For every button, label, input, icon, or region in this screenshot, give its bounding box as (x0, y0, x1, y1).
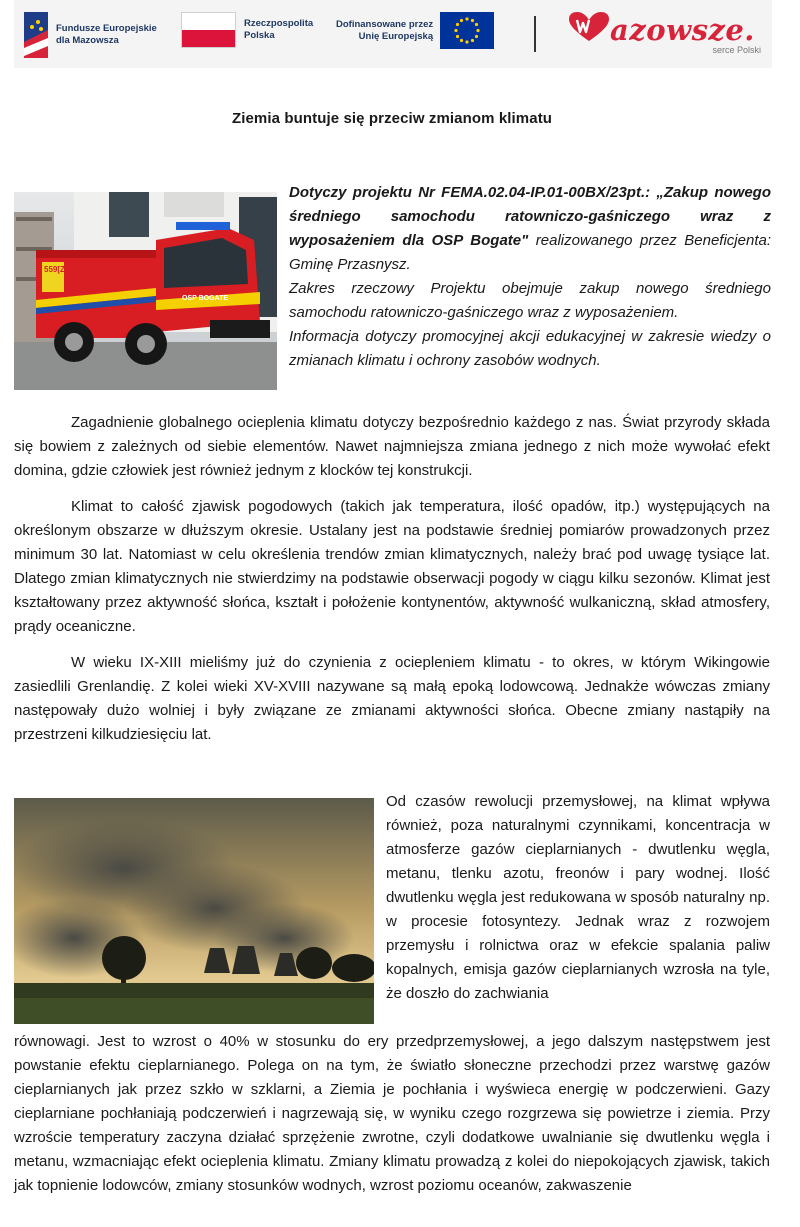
polish-flag-icon (181, 12, 236, 48)
greenhouse-intro-text (386, 790, 770, 1006)
mazowsze-tagline: serce Polski (712, 45, 761, 55)
power-plant-smoke-photo (14, 798, 374, 1024)
greenhouse-intro-paragraph: Od czasów rewolucji przemysłowej, na klimat wpływa również, poza naturalnymi czynnikami, koncentracja w atmosferze gazów cieplarnianych - dwutlenku węgla, metanu, tlenku azotu, freonów i pary wodnej. Ilość dwutlenku węgla jest redukowana w sposób naturalny np. w procesie fotosyntezy. Jednak wraz z rozwojem przemysłu i rolnictwa oraz w efekcie spalania paliw kopalnych, emisja gazów cieplarnianych wzrosła na tyle, że doszło do zachwiania (386, 793, 770, 1002)
project-scope: Zakres rzeczowy Projektu obejmuje zakup nowego średniego samochodu ratowniczo-gaśniczego wraz z wyposażeniem. (289, 280, 771, 321)
project-reference (289, 181, 771, 277)
mazowsze-wordmark: azowsze. (610, 13, 755, 47)
truck-number-label: 559[Z] (44, 265, 68, 274)
fe-line2: dla Mazowsza (56, 35, 119, 46)
project-reference-rest: realizowanego przez Beneficjenta: Gminę Przasnysz. (289, 232, 771, 273)
fire-truck-photo (14, 192, 277, 390)
funding-logos-strip (14, 0, 772, 68)
project-info-note: Informacja dotyczy promocyjnej akcji edukacyjnej w zakresie wiedzy o zmianach klimatu i ochrony zasobów wodnych. (289, 328, 771, 369)
project-reference-bold: Dotyczy projektu Nr FEMA.02.04-IP.01-00BX/23pt.: „Zakup nowego średniego samochodu ratowniczo-gaśniczego wraz z wyposażeniem dla OSP Bogate" (289, 184, 771, 249)
pl-line2: Polska (244, 30, 275, 41)
unia-europejska-logo (336, 12, 494, 49)
truck-osp-label: OSP BOGATE (182, 295, 229, 302)
page-title: Ziemia buntuje się przeciw zmianom klimatu (231, 110, 553, 127)
greenhouse-continuation (14, 1030, 770, 1198)
logo-divider (534, 16, 536, 52)
greenhouse-continuation-paragraph: równowagi. Jest to wzrost o 40% w stosunku do ery przedprzemysłowej, a jego dalszym następstwem jest powstanie efektu cieplarnianego. Polega on na tym, że światło słoneczne przechodzi przez warstwę gazów cieplarnianych jak przez szkło w szklarni, a Ziemia je pochłania i wyświeca energię w podczerwieni. Gazy cieplarniane pochłaniają podczerwień i nagrzewają się, w wyniku czego rozgrzewa się powietrze i ziemia. Przy wzroście temperatury zaczyna działać sprzężenie zwrotne, czyli dodatkowe uwalnianie się dwutlenku węgla i metanu, wzmacniając efekt ocieplenia klimatu. Zmiany klimatu prowadzą z kolei do niepokojących zjawisk, takich jak topnienie lodowców, zmiany stosunków wodnych, wzrost poziomu oceanów, zakwaszenie (14, 1033, 770, 1194)
rzeczpospolita-polska-logo (181, 12, 313, 48)
mazowsze-logo (569, 12, 769, 55)
fe-mark-icon (24, 12, 48, 58)
pl-line1: Rzeczpospolita (244, 18, 314, 29)
ue-line1: Dofinansowane przez (336, 18, 434, 30)
eu-flag-icon (440, 12, 494, 49)
mazowsze-heart-icon (569, 12, 609, 48)
paragraph-3: W wieku IX-XIII mieliśmy już do czynienia z ociepleniem klimatu - to okres, w którym Wikingowie zasiedlili Grenlandię. Z kolei wieki XV-XVIII nazywane są małą epoką lodowcową. Jednakże wówczas zmiany następowały dużo wolniej i były związane ze zmianami aktywności słońca. Obecne zmiany nastąpiły na przestrzeni kilkudziesięciu lat. (14, 654, 770, 743)
paragraph-2: Klimat to całość zjawisk pogodowych (takich jak temperatura, ilość opadów, itp.) występujących na określonym obszarze w dłuższym okresie. Ustalany jest na podstawie średniej pomiarów prowadzonych przez minimum 30 lat. Natomiast w celu określenia trendów zmian klimatycznych, należy brać pod uwagę tysiące lat. Dlatego zmian klimatycznych nie stwierdzimy na podstawie obserwacji pogody w ciągu kilku sezonów. Klimat jest kształtowany przez aktywność słońca, kształt i położenie kontynentów, aktywność wulkaniczną, skład atmosfery, prądy oceaniczne. (14, 498, 770, 635)
paragraph-1: Zagadnienie globalnego ocieplenia klimatu dotyczy bezpośrednio każdego z nas. Świat przyrody składa się bowiem z zależnych od siebie elementów. Nawet najmniejsza zmiana jednego z nich może wywołać efekt domina, gdzie człowiek jest również jednym z klocków tej konstrukcji. (14, 414, 770, 479)
ue-line2: Unię Europejską (358, 30, 434, 42)
fundusze-europejskie-logo (24, 12, 157, 58)
article-body (14, 411, 770, 759)
project-info (289, 181, 771, 373)
fe-line1: Fundusze Europejskie (56, 23, 157, 34)
